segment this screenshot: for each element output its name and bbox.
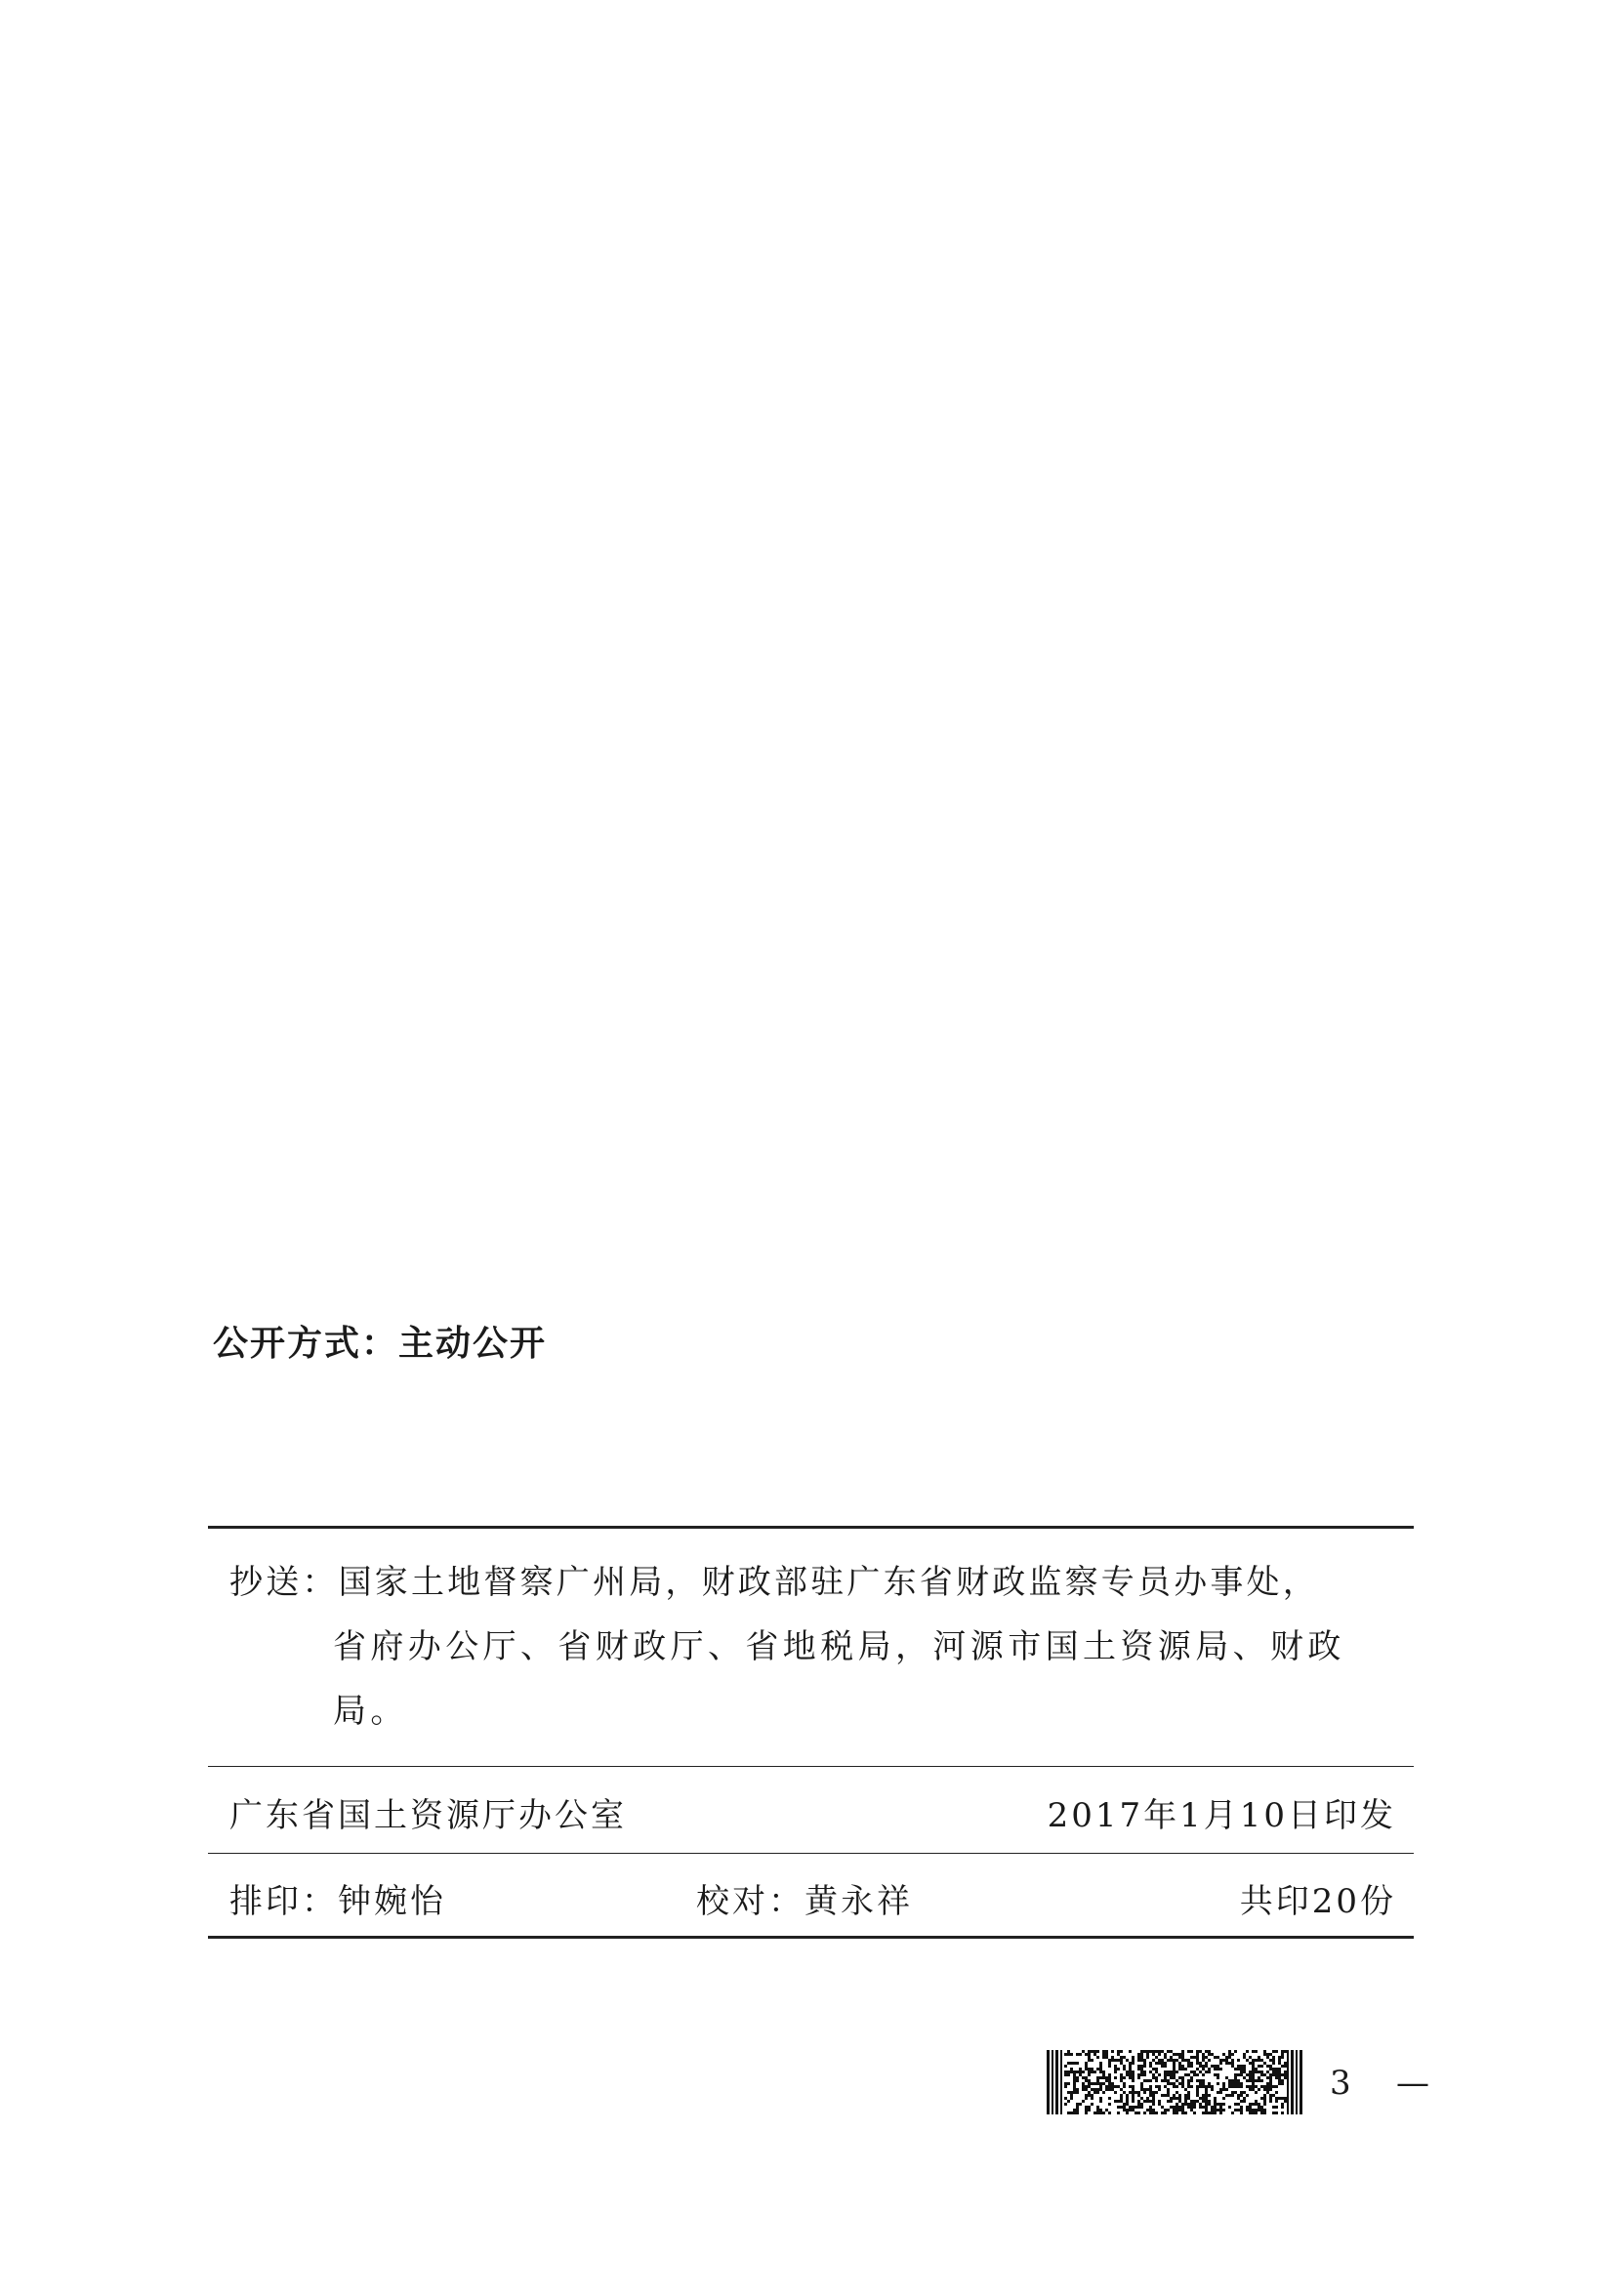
- issuer-row: [229, 1786, 1396, 1845]
- cc-continuation: 省府办公厅、省财政厅、省地税局，河源市国土资源局、财政局。: [333, 1627, 1345, 1731]
- print-info-row: [229, 1872, 1396, 1931]
- issuer-divider: [208, 1853, 1414, 1854]
- cc-first-line: [229, 1550, 1406, 1615]
- disclosure-method: 公开方式：主动公开: [213, 1324, 548, 1364]
- issue-date: 2017年1月10日印发: [1047, 1796, 1396, 1835]
- typesetter: 排印：钟婉怡: [229, 1882, 446, 1921]
- page-number: 3: [1330, 2064, 1351, 2103]
- page-number-dash: —: [1396, 2064, 1429, 2103]
- cc-recipients: [229, 1550, 1406, 1743]
- cc-label: 抄送：: [229, 1563, 339, 1602]
- copies-printed: 共印20份: [1239, 1882, 1396, 1921]
- proofreader: 校对：黄永祥: [696, 1882, 913, 1921]
- cc-line1-text: 国家土地督察广州局，财政部驻广东省财政监察专员办事处，: [338, 1563, 1320, 1602]
- top-divider: [208, 1526, 1414, 1529]
- document-barcode: [1047, 2050, 1302, 2114]
- cc-divider: [208, 1766, 1414, 1767]
- bottom-divider: [208, 1936, 1414, 1939]
- issuer-office: 广东省国土资源厅办公室: [229, 1796, 627, 1835]
